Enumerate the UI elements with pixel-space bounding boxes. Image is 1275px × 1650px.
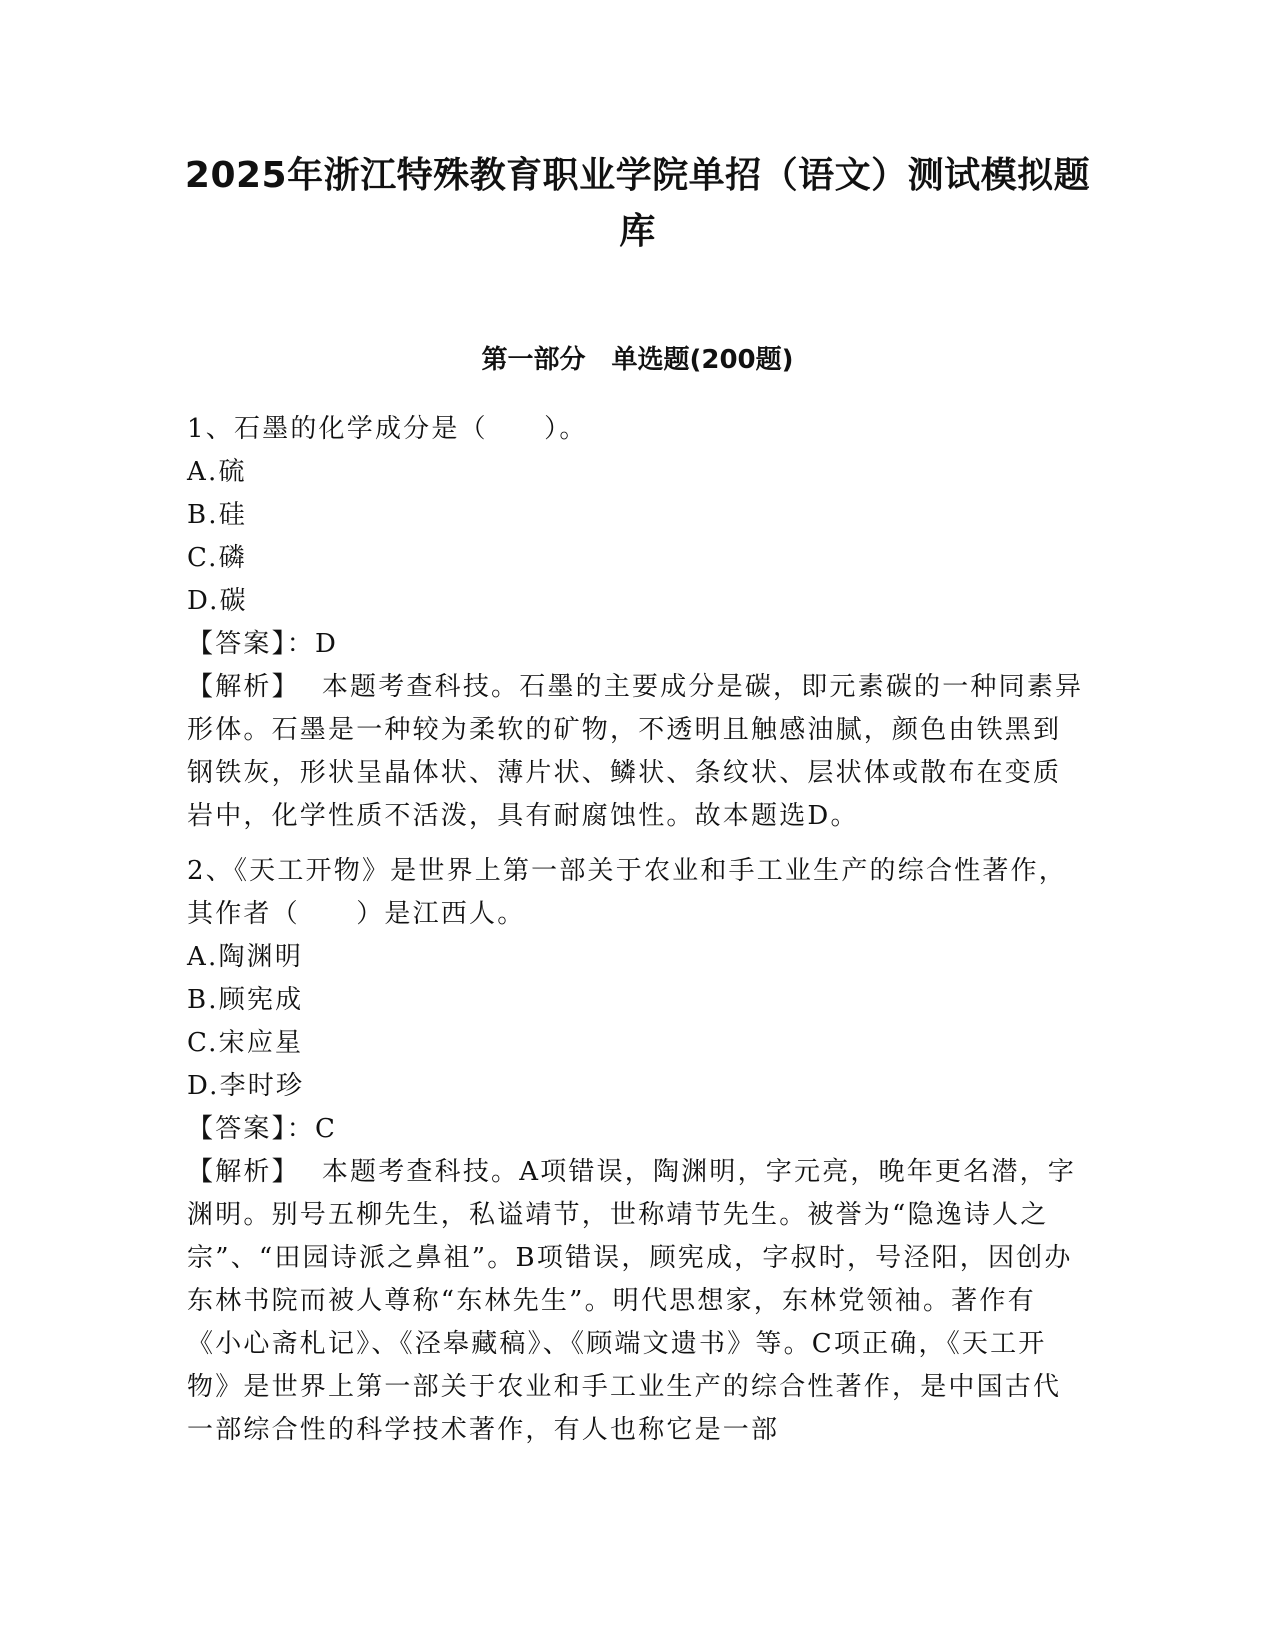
answer-label: 【答案】： (187, 629, 316, 659)
question-spacer (187, 838, 1087, 850)
option-d: D.李时珍 (187, 1071, 305, 1101)
explanation-label: 【解析】 (187, 672, 300, 702)
question-stem: 1、石墨的化学成分是（ ）。 (187, 414, 588, 444)
document-title: 2025年浙江特殊教育职业学院单招（语文）测试模拟题库 (184, 155, 1091, 252)
option-c: C.磷 (187, 543, 247, 573)
explanation-label: 【解析】 (187, 1157, 300, 1187)
option-d: D.碳 (187, 586, 248, 616)
answer-label: 【答案】： (187, 1114, 316, 1144)
option-a: A.硫 (187, 457, 247, 487)
answer-line (187, 623, 1087, 666)
question-stem: 2、《天工开物》是世界上第一部关于农业和手工业生产的综合性著作，其作者（ ）是江西人。 (187, 856, 1067, 929)
explanation (187, 666, 1087, 838)
section-heading: 第一部分 单选题(200题) (481, 345, 794, 375)
option-c: C.宋应星 (187, 1028, 304, 1058)
explanation (187, 1151, 1087, 1452)
option-b: B.顾宪成 (187, 985, 304, 1015)
explanation-text: 本题考查科技。石墨的主要成分是碳，即元素碳的一种同素异形体。石墨是一种较为柔软的矿物，不透明且触感油腻，颜色由铁黑到钢铁灰，形状呈晶体状、薄片状、鳞状、条纹状、层状体或散布在变质岩中，化学性质不活泼，具有耐腐蚀性。故本题选D。 (187, 672, 1084, 831)
question-2 (187, 850, 1087, 1452)
explanation-text: 本题考查科技。A项错误，陶渊明，字元亮，晚年更名潜，字渊明。别号五柳先生，私谥靖节，世称靖节先生。被誉为“隐逸诗人之宗”、“田园诗派之鼻祖”。B项错误，顾宪成，字叔时，号泾阳，因创办东林书院而被人尊称“东林先生”。明代思想家，东林党领袖。著作有《小心斋札记》、《泾皋藏稿》、《顾端文遗书》等。C项正确，《天工开物》是世界上第一部关于农业和手工业生产的综合性著作，是中国古代一部综合性的科学技术著作，有人也称它是一部 (187, 1157, 1076, 1445)
answer-value: C (315, 1114, 338, 1144)
answer-value: D (315, 629, 339, 659)
question-list (187, 408, 1087, 1452)
option-b: B.硅 (187, 500, 247, 530)
option-a: A.陶渊明 (187, 942, 304, 972)
question-1 (187, 408, 1087, 838)
answer-line (187, 1108, 1087, 1151)
